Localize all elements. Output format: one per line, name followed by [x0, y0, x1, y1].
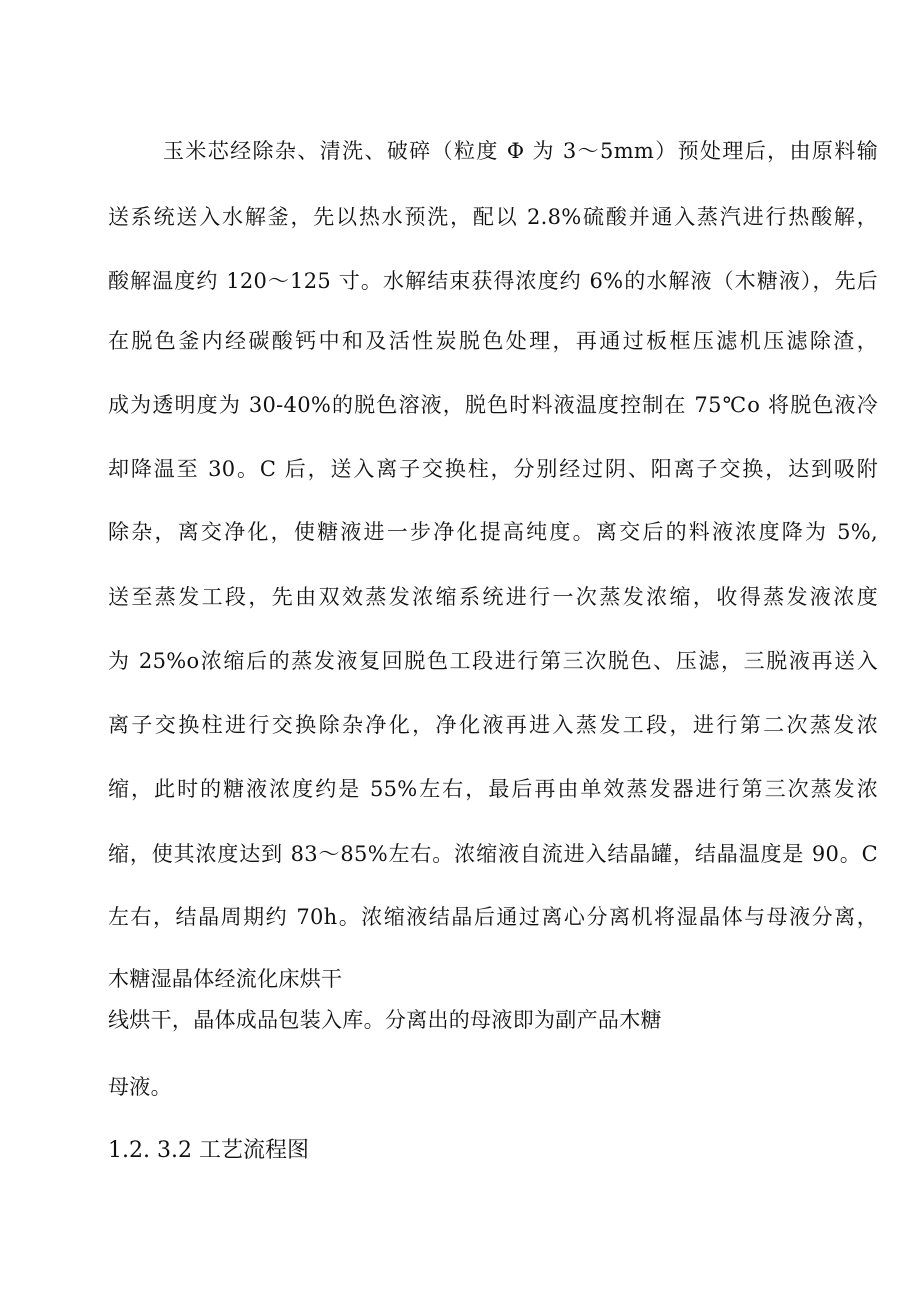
paragraph-line-16: 母液。: [108, 1075, 172, 1099]
paragraph-line-1: 玉米芯经除杂、清洗、破碎（粒度 Φ 为 3～5mm）预处理后，由原料输: [163, 139, 878, 163]
paragraph-line-11: 缩，此时的糖液浓度约是 55%左右，最后再由单效蒸发器进行第三次蒸发浓: [108, 777, 878, 801]
paragraph-line-9: 为 25%o浓缩后的蒸发液复回脱色工段进行第三次脱色、压滤，三脱液再送入: [108, 649, 878, 673]
paragraph-line-2: 送系统送入水解釜，先以热水预洗，配以 2.8%硫酸并通入蒸汽进行热酸解，: [108, 205, 878, 229]
paragraph-line-10: 离子交换柱进行交换除杂净化，净化液再进入蒸发工段，进行第二次蒸发浓: [108, 713, 878, 737]
paragraph-line-8: 送至蒸发工段，先由双效蒸发浓缩系统进行一次蒸发浓缩，收得蒸发液浓度: [108, 585, 878, 609]
paragraph-line-6: 却降温至 30。C 后，送入离子交换柱，分别经过阴、阳离子交换，达到吸附: [108, 457, 878, 481]
paragraph-line-7: 除杂，离交净化，使糖液进一步净化提高纯度。离交后的料液浓度降为 5%,: [108, 520, 878, 544]
section-heading: 1.2. 3.2 工艺流程图: [108, 1138, 309, 1163]
paragraph-line-12: 缩，使其浓度达到 83～85%左右。浓缩液自流进入结晶罐，结晶温度是 90。C: [108, 842, 878, 866]
paragraph-line-5: 成为透明度为 30-40%的脱色溶液，脱色时料液温度控制在 75℃o 将脱色液冷: [108, 393, 878, 417]
paragraph-line-13: 左右，结晶周期约 70h。浓缩液结晶后通过离心分离机将湿晶体与母液分离，: [108, 905, 878, 929]
paragraph-line-14: 木糖湿晶体经流化床烘干: [108, 967, 343, 991]
paragraph-line-3: 酸解温度约 120～125 寸。水解结束获得浓度约 6%的水解液（木糖液），先后: [108, 269, 878, 293]
paragraph-line-15: 线烘干，晶体成品包装入库。分离出的母液即为副产品木糖: [108, 1008, 662, 1032]
paragraph-line-4: 在脱色釜内经碳酸钙中和及活性炭脱色处理，再通过板框压滤机压滤除渣，: [108, 329, 878, 353]
